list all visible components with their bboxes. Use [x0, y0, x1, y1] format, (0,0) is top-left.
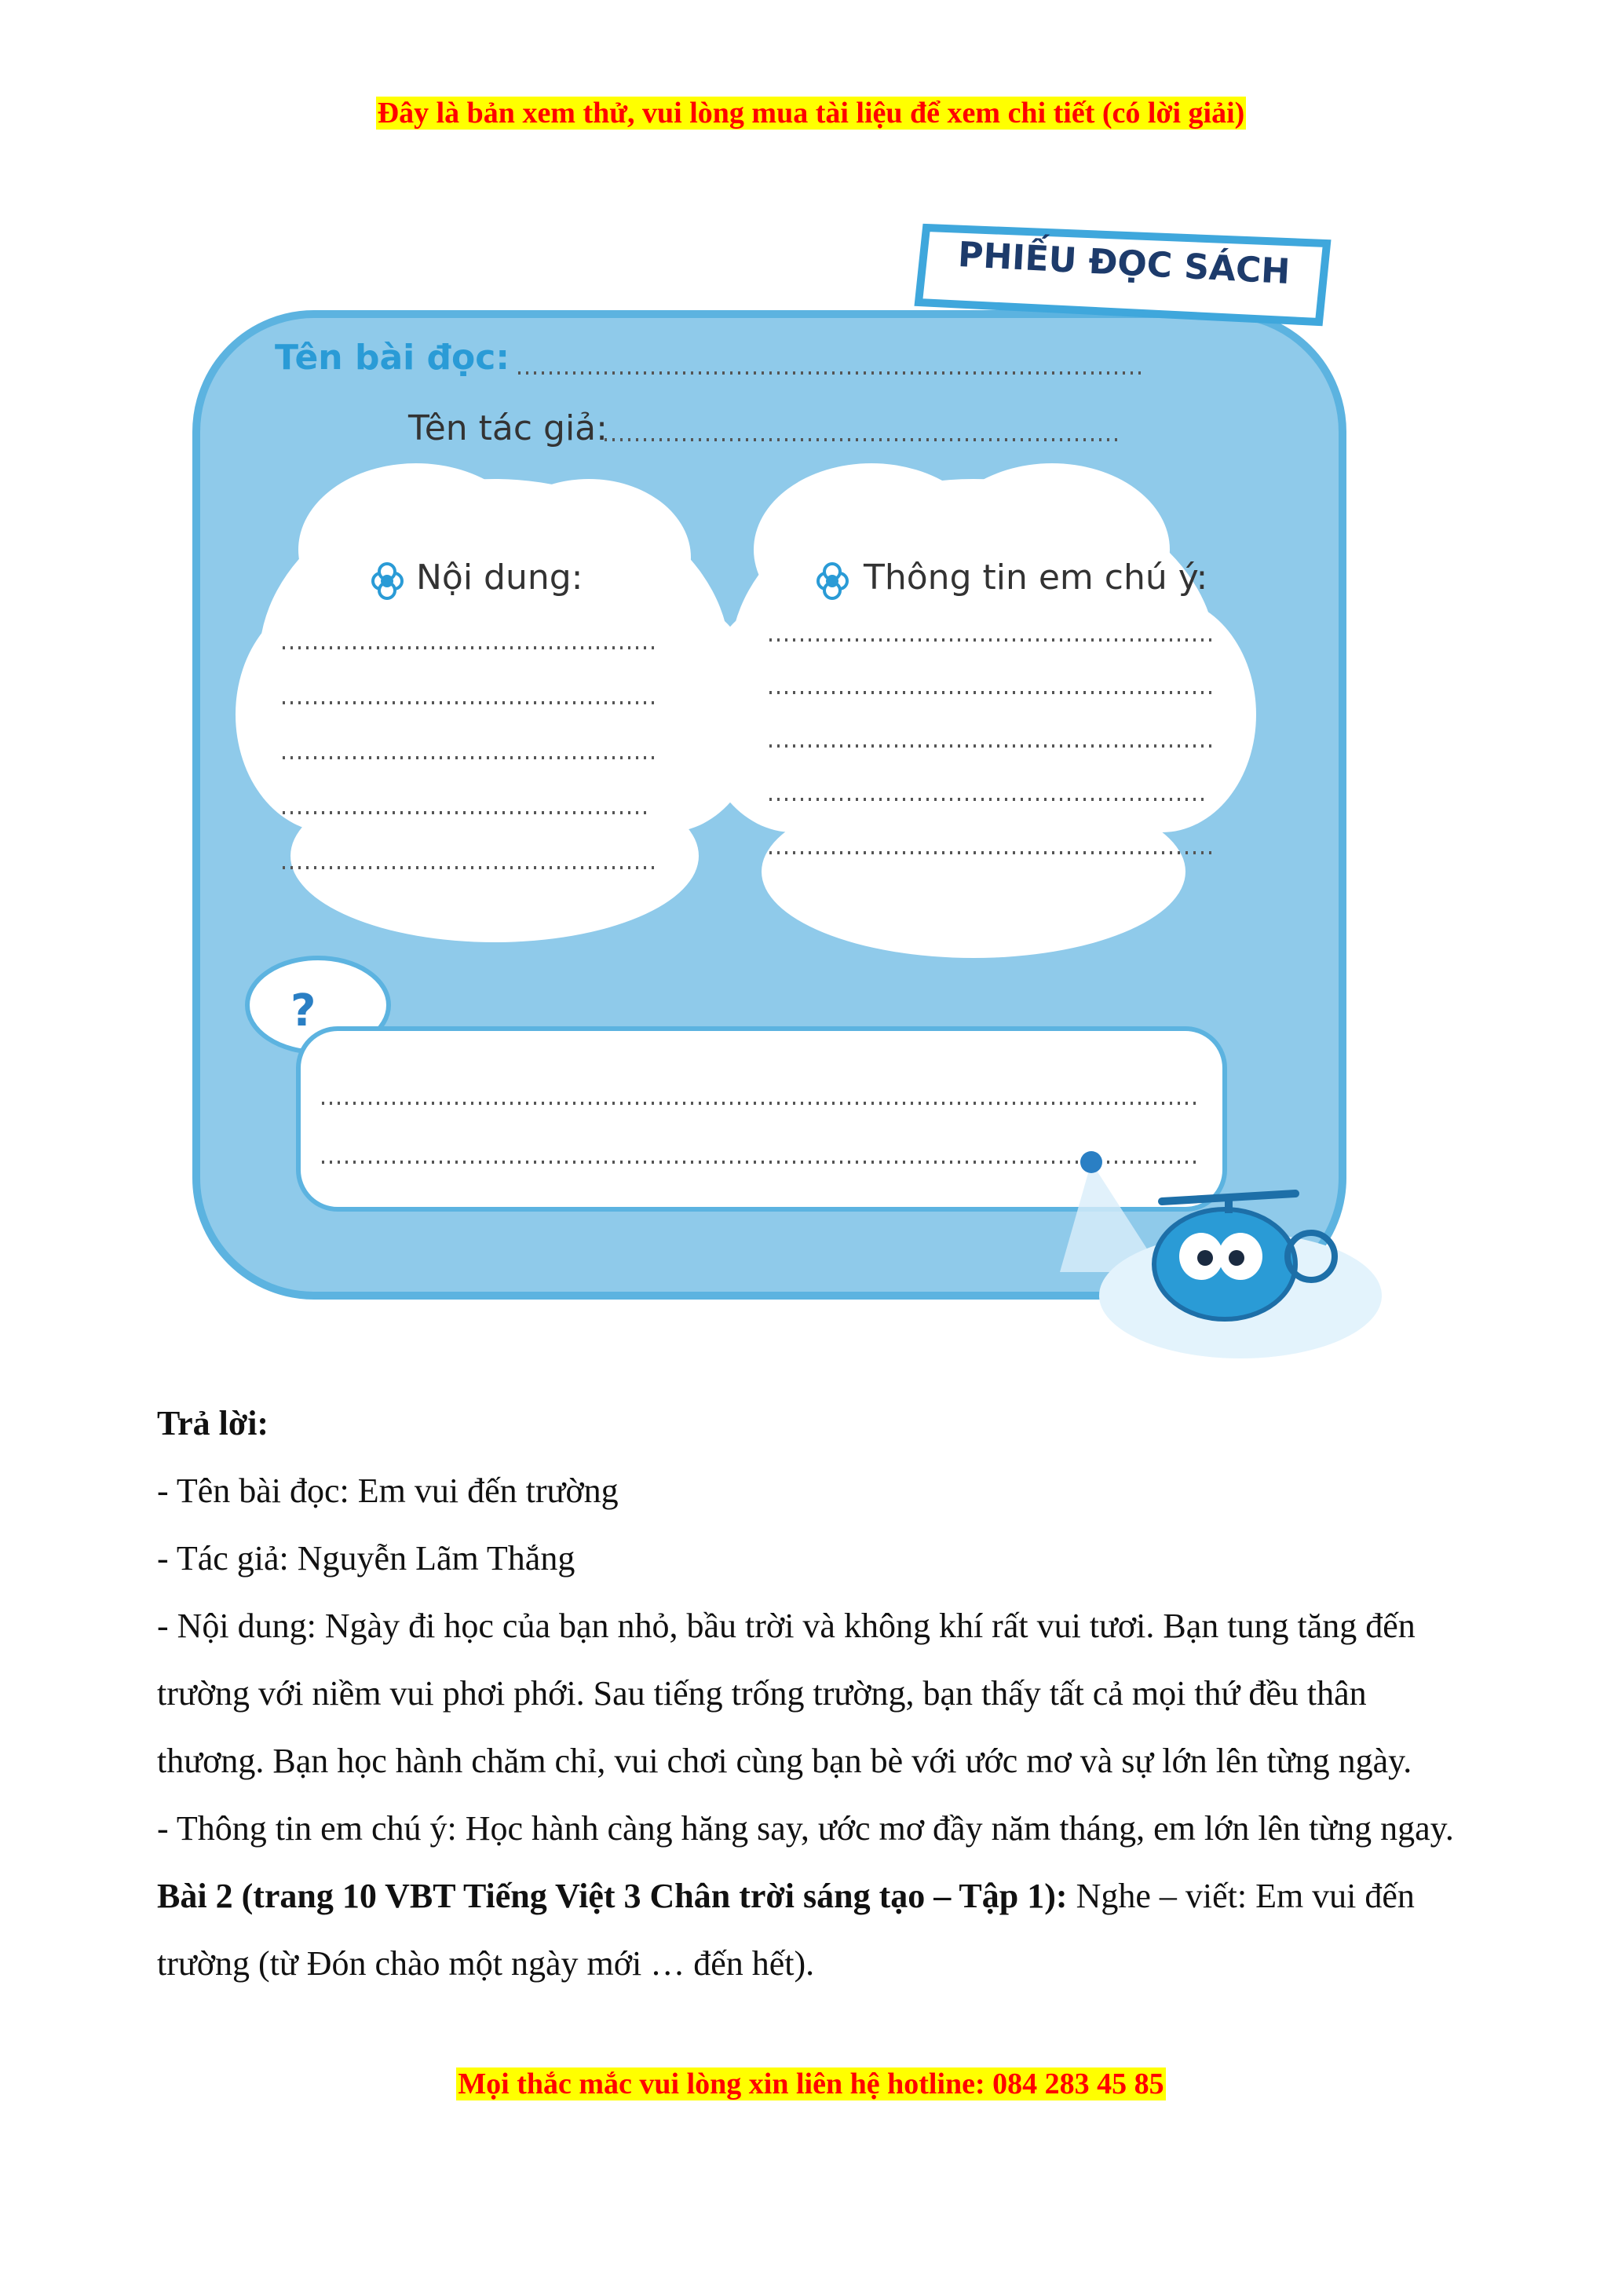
question-mark-icon: ? — [290, 985, 316, 1036]
hotline-notice — [0, 2065, 1622, 2103]
exercise-2 — [157, 1863, 1476, 1998]
preview-notice-text: Đây là bản xem thử, vui lòng mua tài liệu để xem chi tiết (có lời giải) — [377, 97, 1245, 130]
answer-notes: - Thông tin em chú ý: Học hành càng hăng say, ước mơ đầy năm tháng, em lớn lên từng ngay. — [157, 1809, 1454, 1848]
light-dot — [1080, 1151, 1102, 1173]
answer-section — [157, 1390, 1476, 1998]
hotline-notice-text: Mọi thắc mắc vui lòng xin liên hệ hotline: 084 283 45 85 — [458, 2067, 1164, 2100]
reading-name-label: Tên bài đọc: — [275, 338, 510, 378]
worksheet-graphic — [181, 212, 1405, 1374]
answer-reading-name: - Tên bài đọc: Em vui đến trường — [157, 1472, 619, 1510]
answer-content: - Nội dung: Ngày đi học của bạn nhỏ, bầu trời và không khí rất vui tươi. Bạn tung tăng đến trường với niềm vui phơi phới. Sau tiếng trống trường, bạn thấy tất cả mọi thứ đều thân thương. Bạn học hành chăm chỉ, vui chơi cùng bạn bè với ước mơ và sự lớn lên từng ngày. — [157, 1607, 1416, 1780]
preview-notice — [0, 94, 1622, 132]
answer-author: - Tác giả: Nguyễn Lãm Thắng — [157, 1539, 575, 1578]
reading-worksheet-image — [181, 212, 1405, 1374]
answer-heading: Trả lời: — [157, 1404, 269, 1442]
author-label: Tên tác giả: — [408, 408, 608, 448]
exercise-2-title: Bài 2 (trang 10 VBT Tiếng Việt 3 Chân trời sáng tạo – Tập 1): — [157, 1877, 1068, 1915]
content-label: Nội dung: — [416, 558, 583, 598]
notes-label: Thông tin em chú ý: — [864, 558, 1208, 598]
exercise-2-text: Nghe – viết: Em vui đến trường (từ Đón chào một ngày mới … đến hết). — [157, 1877, 1415, 1983]
worksheet-title: PHIẾU ĐỌC SÁCH — [956, 234, 1291, 293]
